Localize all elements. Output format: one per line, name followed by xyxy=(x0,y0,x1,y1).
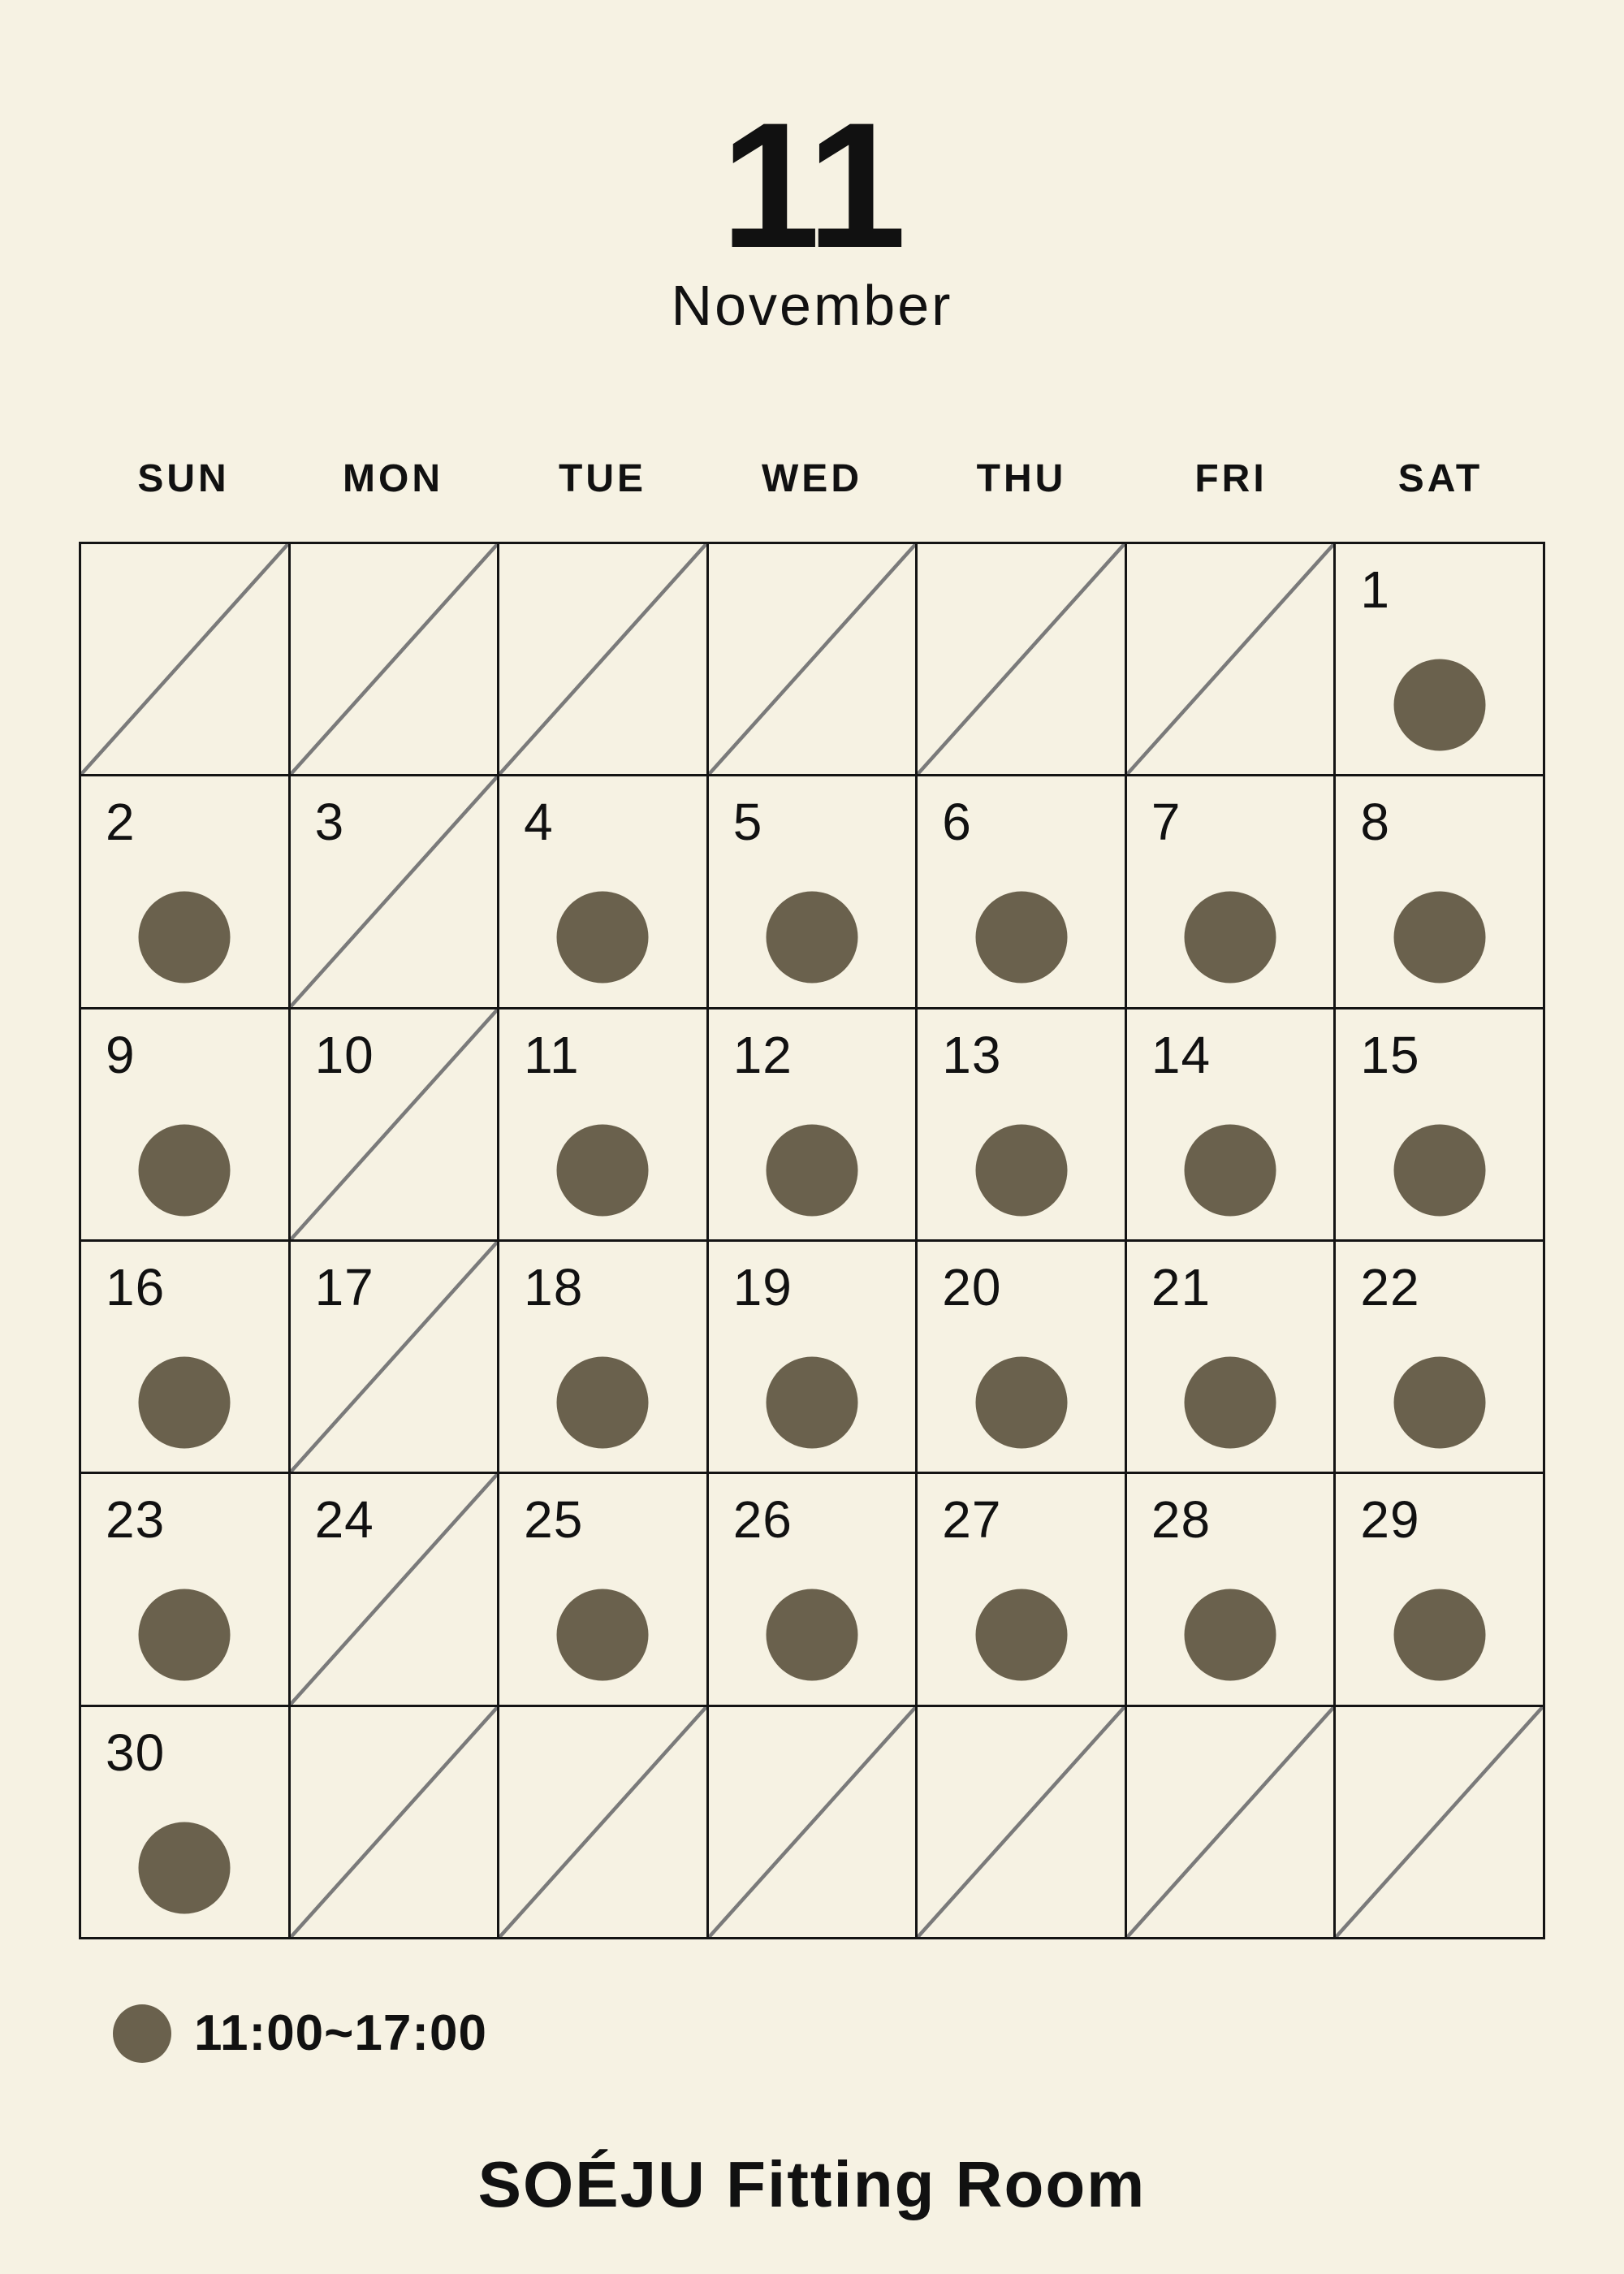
availability-dot xyxy=(1185,1124,1276,1216)
calendar-cell xyxy=(291,1242,500,1474)
calendar-cell xyxy=(709,1242,918,1474)
availability-dot xyxy=(1393,659,1485,751)
calendar-cell xyxy=(499,1009,709,1242)
day-number: 4 xyxy=(524,793,554,852)
calendar-cell xyxy=(81,1707,291,1939)
day-number: 10 xyxy=(314,1025,374,1084)
day-number: 7 xyxy=(1151,793,1181,852)
closed-day-diagonal-icon xyxy=(1336,1707,1543,1937)
day-number: 13 xyxy=(942,1025,1002,1084)
day-number: 20 xyxy=(942,1258,1002,1316)
availability-dot xyxy=(1185,892,1276,984)
availability-dot xyxy=(766,1357,857,1449)
availability-dot xyxy=(139,892,231,984)
calendar-cell xyxy=(291,1707,500,1939)
weekday-header-sun: SUN xyxy=(137,457,230,500)
availability-dot xyxy=(557,1357,649,1449)
day-number: 16 xyxy=(106,1258,166,1316)
day-number: 3 xyxy=(314,793,345,852)
calendar-cell xyxy=(1336,1707,1545,1939)
day-number: 2 xyxy=(106,793,136,852)
availability-dot xyxy=(1185,1589,1276,1681)
calendar-cell xyxy=(709,1009,918,1242)
calendar-cell xyxy=(1336,1009,1545,1242)
day-number: 12 xyxy=(732,1025,793,1084)
calendar-cell xyxy=(499,544,709,776)
closed-day-diagonal-icon xyxy=(499,544,706,774)
closed-day-diagonal-icon xyxy=(291,1707,498,1937)
day-number: 1 xyxy=(1360,560,1391,619)
calendar-cell xyxy=(918,1242,1127,1474)
day-number: 19 xyxy=(732,1258,793,1316)
weekday-header-fri: FRI xyxy=(1194,457,1268,500)
day-number: 25 xyxy=(524,1490,584,1550)
weekday-header-wed: WED xyxy=(762,457,862,500)
availability-dot xyxy=(1393,1589,1485,1681)
calendar-cell xyxy=(1336,544,1545,776)
calendar-cell xyxy=(918,776,1127,1009)
day-number: 22 xyxy=(1360,1258,1420,1316)
calendar-cell xyxy=(1336,776,1545,1009)
calendar-cell xyxy=(709,1474,918,1706)
closed-day-diagonal-icon xyxy=(1127,1707,1334,1937)
weekday-header-tue: TUE xyxy=(559,457,646,500)
calendar-cell xyxy=(918,1707,1127,1939)
calendar-cell xyxy=(918,1474,1127,1706)
weekday-header-row xyxy=(79,453,1545,505)
calendar-cell xyxy=(1127,1009,1337,1242)
day-number: 21 xyxy=(1151,1258,1212,1316)
availability-dot xyxy=(139,1822,231,1913)
calendar-cell xyxy=(1336,1242,1545,1474)
availability-dot xyxy=(975,1357,1067,1449)
calendar-cell xyxy=(81,776,291,1009)
closed-day-diagonal-icon xyxy=(918,1707,1125,1937)
availability-dot xyxy=(975,892,1067,984)
brand-title: SOÉJU Fitting Room xyxy=(477,2148,1147,2220)
day-number: 23 xyxy=(106,1490,166,1550)
availability-dot xyxy=(557,1124,649,1216)
calendar-cell xyxy=(81,1009,291,1242)
day-number: 30 xyxy=(106,1723,166,1782)
calendar-cell xyxy=(1127,1242,1337,1474)
availability-dot xyxy=(975,1124,1067,1216)
calendar-grid xyxy=(79,542,1545,1939)
availability-dot xyxy=(1393,1124,1485,1216)
closed-day-diagonal-icon xyxy=(81,544,288,774)
day-number: 11 xyxy=(524,1025,580,1084)
day-number: 8 xyxy=(1360,793,1391,852)
calendar-cell xyxy=(291,1474,500,1706)
availability-dot xyxy=(557,892,649,984)
calendar-cell xyxy=(81,544,291,776)
closed-day-diagonal-icon xyxy=(709,544,916,774)
day-number: 14 xyxy=(1151,1025,1212,1084)
closed-day-diagonal-icon xyxy=(709,1707,916,1937)
month-name: November xyxy=(671,274,953,337)
month-number: 11 xyxy=(720,85,904,285)
weekday-header-mon: MON xyxy=(343,457,443,500)
closed-day-diagonal-icon xyxy=(918,544,1125,774)
day-number: 6 xyxy=(942,793,972,852)
closed-day-diagonal-icon xyxy=(499,1707,706,1937)
availability-dot xyxy=(766,1124,857,1216)
calendar-cell xyxy=(1127,1707,1337,1939)
calendar-cell xyxy=(709,1707,918,1939)
availability-dot xyxy=(766,1589,857,1681)
calendar-cell xyxy=(918,544,1127,776)
calendar-cell xyxy=(1127,1474,1337,1706)
calendar-cell xyxy=(1127,776,1337,1009)
day-number: 28 xyxy=(1151,1490,1212,1550)
calendar-cell xyxy=(1127,544,1337,776)
day-number: 15 xyxy=(1360,1025,1420,1084)
closed-day-diagonal-icon xyxy=(291,544,498,774)
availability-dot xyxy=(1393,892,1485,984)
day-number: 9 xyxy=(106,1025,136,1084)
calendar-cell xyxy=(81,1474,291,1706)
day-number: 29 xyxy=(1360,1490,1420,1550)
day-number: 17 xyxy=(314,1258,374,1316)
availability-dot xyxy=(975,1589,1067,1681)
calendar-cell xyxy=(81,1242,291,1474)
availability-dot xyxy=(139,1589,231,1681)
availability-dot xyxy=(557,1589,649,1681)
availability-dot xyxy=(1185,1357,1276,1449)
availability-dot xyxy=(1393,1357,1485,1449)
day-number: 27 xyxy=(942,1490,1002,1550)
calendar-cell xyxy=(291,1009,500,1242)
availability-dot xyxy=(766,892,857,984)
calendar-cell xyxy=(499,1474,709,1706)
weekday-header-thu: THU xyxy=(976,457,1067,500)
legend-open-hours-dot xyxy=(113,2004,171,2063)
availability-dot xyxy=(139,1124,231,1216)
calendar-cell xyxy=(709,776,918,1009)
calendar-cell xyxy=(291,544,500,776)
calendar-cell xyxy=(291,776,500,1009)
legend xyxy=(113,2004,487,2063)
day-number: 5 xyxy=(732,793,763,852)
day-number: 26 xyxy=(732,1490,793,1550)
availability-dot xyxy=(139,1357,231,1449)
calendar-cell xyxy=(918,1009,1127,1242)
legend-label: 11:00~17:00 xyxy=(194,2005,487,2061)
weekday-header-sat: SAT xyxy=(1397,457,1484,500)
calendar-cell xyxy=(499,1242,709,1474)
calendar-cell xyxy=(709,544,918,776)
day-number: 24 xyxy=(314,1490,374,1550)
calendar-cell xyxy=(1336,1474,1545,1706)
closed-day-diagonal-icon xyxy=(1127,544,1334,774)
calendar-cell xyxy=(499,1707,709,1939)
day-number: 18 xyxy=(524,1258,584,1316)
calendar-cell xyxy=(499,776,709,1009)
